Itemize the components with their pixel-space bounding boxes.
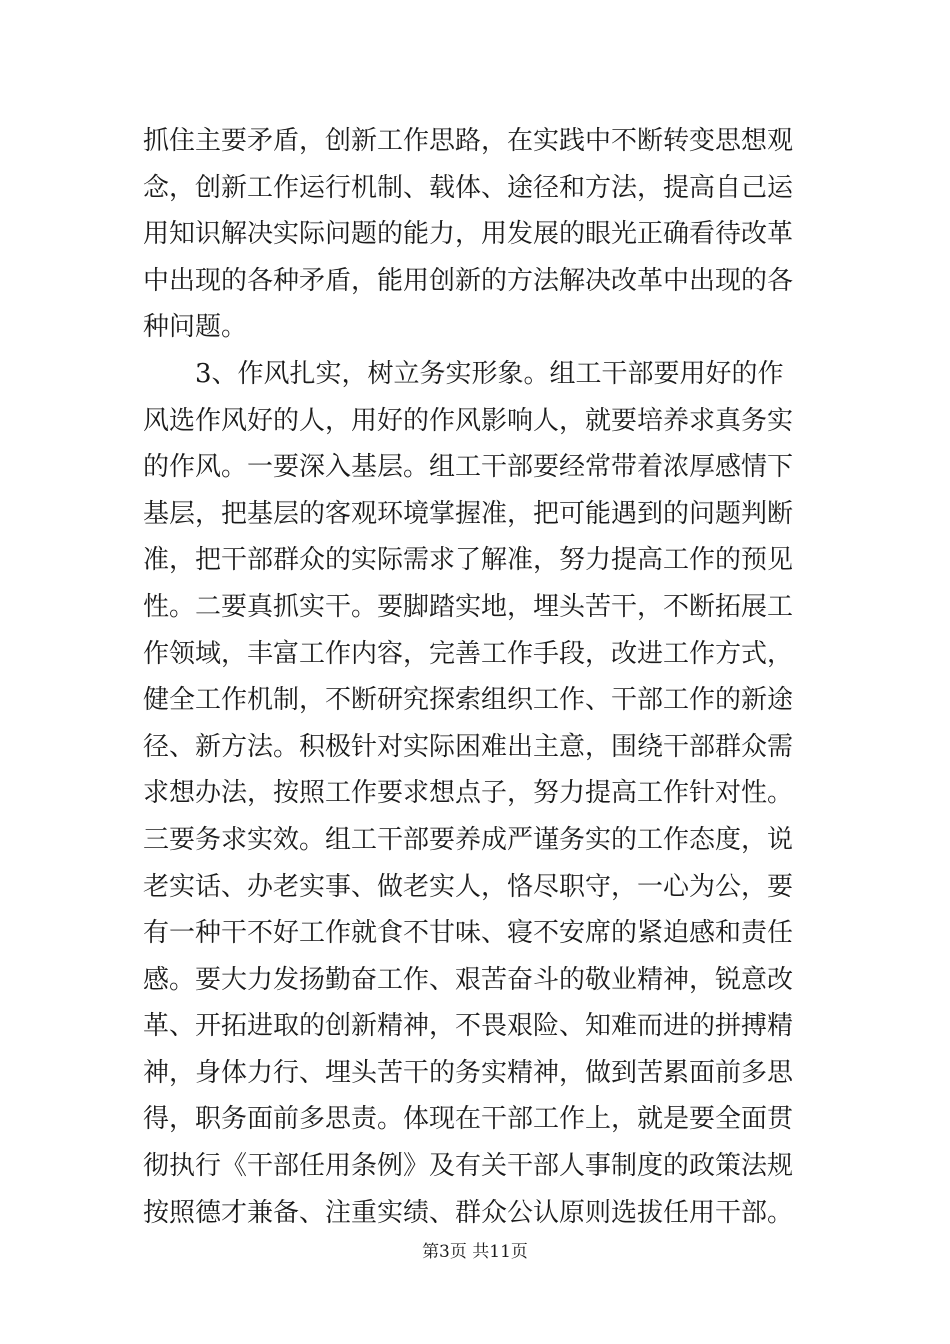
text-line: 有一种干不好工作就食不甘味、寝不安席的紧迫感和责任: [143, 918, 794, 949]
text-line: 抓住主要矛盾，创新工作思路，在实践中不断转变思想观: [143, 126, 794, 156]
text-line: 健全工作机制，不断研究探索组织工作、干部工作的新途: [143, 685, 794, 716]
text-line: 念，创新工作运行机制、载体、途径和方法，提高自己运: [143, 172, 794, 203]
text-line: 中出现的各种矛盾，能用创新的方法解决改革中出现的各: [143, 265, 794, 296]
text-line: 按照德才兼备、注重实绩、群众公认原则选拔任用干部。: [143, 1197, 794, 1228]
text-line: 彻执行《干部任用条例》及有关干部人事制度的政策法规: [143, 1151, 794, 1182]
text-line: 三要务求实效。组工干部要养成严谨务实的工作态度，说: [143, 824, 794, 855]
document-body: [143, 118, 823, 1236]
text-line: 老实话、办老实事、做老实人，恪尽职守，一心为公，要: [143, 871, 794, 902]
text-line: 3、作风扎实，树立务实形象。组工干部要用好的作: [143, 358, 784, 389]
text-line: 用知识解决实际问题的能力，用发展的眼光正确看待改革: [143, 219, 794, 250]
text-line: 基层，把基层的客观环境掌握准，把可能遇到的问题判断: [143, 498, 794, 529]
text-line: 风选作风好的人，用好的作风影响人，就要培养求真务实: [143, 405, 794, 436]
text-line: 种问题。: [143, 312, 248, 343]
text-line: 作领域，丰富工作内容，完善工作手段，改进工作方式，: [143, 638, 794, 669]
text-line: 求想办法，按照工作要求想点子，努力提高工作针对性。: [143, 778, 794, 809]
text-line: 性。二要真抓实干。要脚踏实地，埋头苦干，不断拓展工: [143, 591, 794, 622]
text-line: 感。要大力发扬勤奋工作、艰苦奋斗的敬业精神，锐意改: [143, 964, 794, 995]
text-line: 径、新方法。积极针对实际困难出主意，围绕干部群众需: [143, 731, 794, 762]
text-line: 得，职务面前多思责。体现在干部工作上，就是要全面贯: [143, 1104, 794, 1135]
text-line: 准，把干部群众的实际需求了解准，努力提高工作的预见: [143, 545, 794, 576]
text-line: 革、开拓进取的创新精神，不畏艰险、知难而进的拼搏精: [143, 1011, 794, 1042]
text-line: 的作风。一要深入基层。组工干部要经常带着浓厚感情下: [143, 452, 794, 483]
text-line: 神，身体力行、埋头苦干的务实精神，做到苦累面前多思: [143, 1057, 794, 1088]
page-number-footer: 第3页 共11页: [422, 1242, 528, 1262]
